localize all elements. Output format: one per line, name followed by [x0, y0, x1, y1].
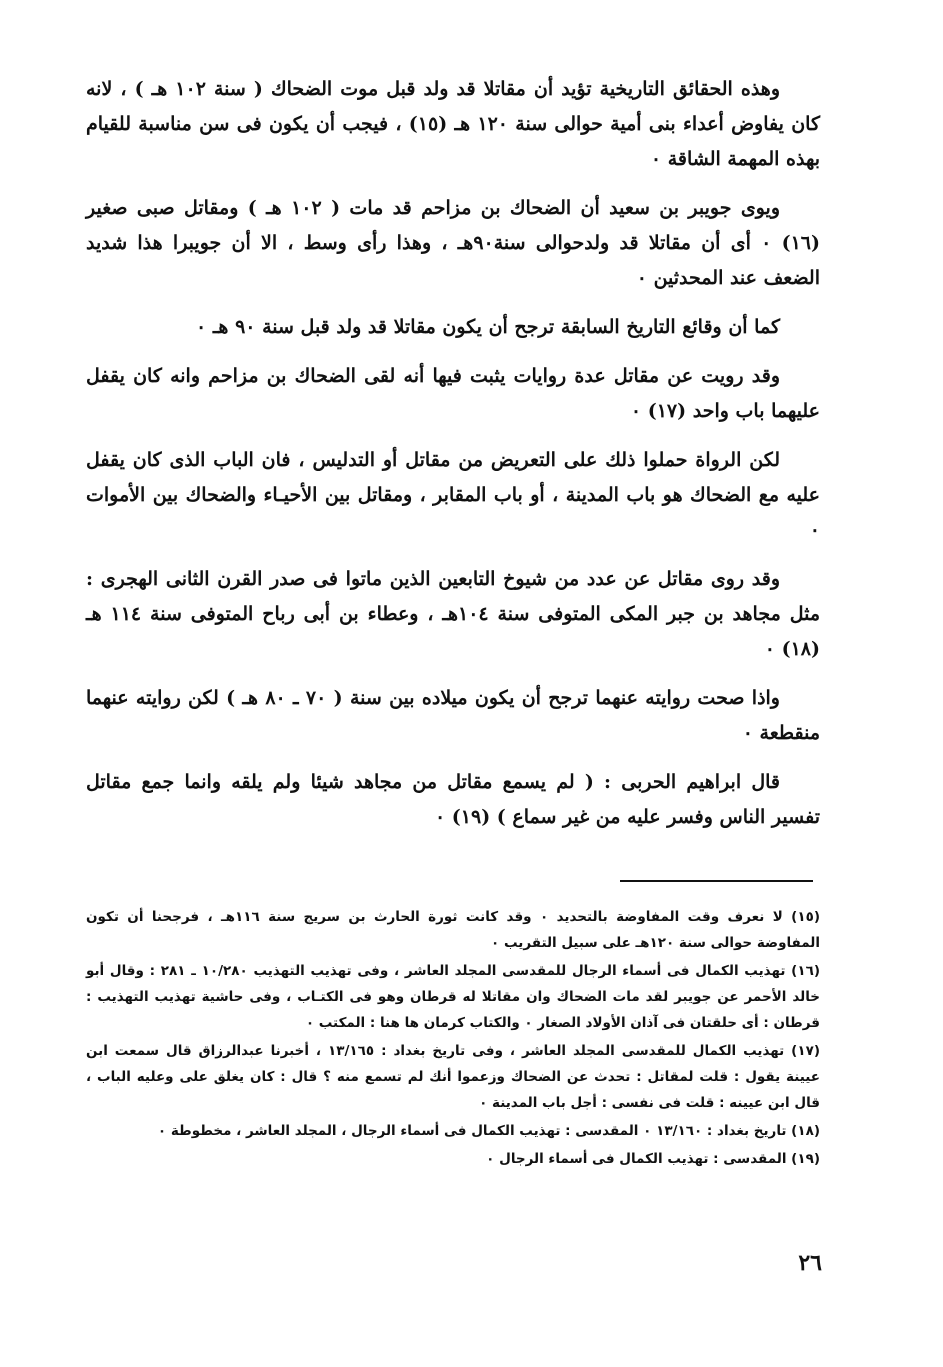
footnote: (١٩) المقدسى : تهذيب الكمال فى أسماء الرجال ٠: [486, 1151, 820, 1167]
paragraph: كما أن وقائع التاريخ السابقة ترجح أن يكون مقاتلا قد ولد قبل سنة ٩٠ هـ ٠: [196, 316, 780, 338]
paragraph: ويوى جويبر بن سعيد أن الضحاك بن مزاحم قد مات ( ١٠٢ هـ ) ومقاتل صبى صغير (١٦) ٠ أى أن مقاتلا قد ولدحوالى سنة٩٠هـ ، وهذا رأى وسط ، الا أن جويبرا هذا شديد الضعف عند المحدثين ٠: [86, 197, 820, 289]
page-number: ٢٦: [798, 1250, 822, 1276]
paragraph: وقد روى مقاتل عن عدد من شيوخ التابعين الذين ماتوا فى صدر القرن الثانى الهجرى : مثل مجاهد بن جبر المكى المتوفى سنة ١٠٤هـ ، وعطاء بن أبى رباح المتوفى سنة ١١٤ هـ (١٨) ٠: [86, 568, 820, 660]
footnote: (١٨) تاريخ بغداد : ١٣/١٦٠ ٠ المقدسى : تهذيب الكمال فى أسماء الرجال ، المجلد العاشر ، مخطوطة ٠: [157, 1123, 820, 1139]
paragraph: واذا صحت روايته عنهما ترجح أن يكون ميلاده بين سنة ( ٧٠ ـ ٨٠ هـ ) لكن روايته عنهما منقطعة ٠: [86, 687, 820, 744]
footnote: (١٧) تهذيب الكمال للمقدسى المجلد العاشر ، وفى تاريخ بغداد : ١٣/١٦٥ ، أخبرنا عبدالرزاق قال سمعت ابن عيينة يقول : قلت لمقاتل : تحدث عن الضحاك وزعموا أنك لم تسمع منه ؟ قال : كان يغلق على وعليه الباب ، قال ابن عيينه : قلت فى نفسى : أجل باب المدينة ٠: [86, 1043, 821, 1111]
paragraph: قال ابراهيم الحربى : ( لم يسمع مقاتل من مجاهد شيئا ولم يلقه وانما جمع مقاتل تفسير الناس وفسر عليه من غير سماع ) (١٩) ٠: [86, 771, 820, 828]
paragraph: وقد رويت عن مقاتل عدة روايات يثبت فيها أنه لقى الضحاك بن مزاحم وانه كان يقفل عليهما باب واحد (١٧) ٠: [86, 365, 820, 422]
paragraph: لكن الرواة حملوا ذلك على التعريض من مقاتل أو التدليس ، فان الباب الذى كان يقفل عليه مع الضحاك هو باب المدينة ، أو باب المقابر ، ومقاتل بين الأحيـاء والضحاك بين الأموات ٠: [86, 449, 820, 541]
footnote: (١٦) تهذيب الكمال فى أسماء الرجال للمقدسى المجلد العاشر ، وفى تهذيب التهذيب ١٠/٢٨٠ ـ ٢٨١ : وقال أبو خالد الأحمر عن جويبر لقد مات الضحاك وان مقاتلا له قرطان وهو فى الكتـاب ، وفى حاشية تهذيب التهذيب : قرطان : أى حلقتان فى آذان الأولاد الصغار ٠ والكتاب كرمان ها هنا : المكتب ٠: [86, 963, 821, 1031]
footnote: (١٥) لا نعرف وقت المفاوضة بالتحديد ٠ وقد كانت ثورة الحارث بن سريج سنة ١١٦هـ ، فرجحنا أن تكون المفاوضة حوالى سنة ١٢٠هـ على سبيل التقريب ٠: [86, 909, 820, 951]
footnotes: [86, 904, 820, 1174]
main-text: [86, 72, 820, 849]
footnote-divider: [620, 880, 813, 882]
paragraph: وهذه الحقائق التاريخية تؤيد أن مقاتلا قد ولد قبل موت الضحاك ( سنة ١٠٢ هـ ) ، لانه كان يفاوض أعداء بنى أمية حوالى سنة ١٢٠ هـ (١٥) ، فيجب أن يكون فى سن مناسبة للقيام بهذه المهمة الشاقة ٠: [86, 78, 820, 170]
